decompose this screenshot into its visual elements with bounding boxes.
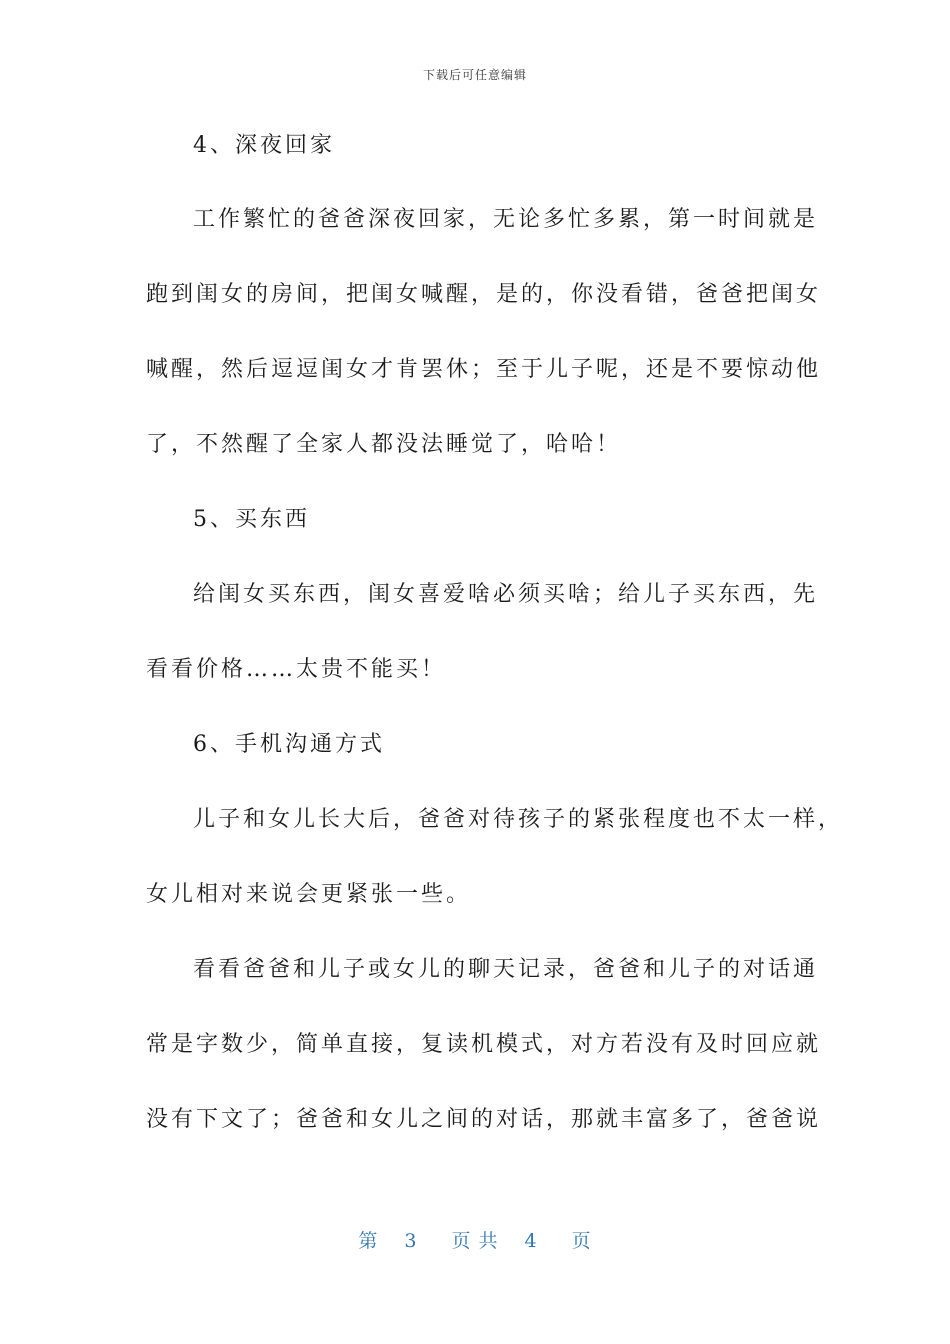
section-heading-4: 4、深夜回家 xyxy=(193,133,335,158)
page-footer xyxy=(0,1226,950,1253)
paragraph-line: 没有下文了；爸爸和女儿之间的对话，那就丰富多了，爸爸说 xyxy=(146,1107,822,1132)
paragraph-line: 常是字数少，简单直接，复读机模式，对方若没有及时回应就 xyxy=(146,1032,822,1057)
section-heading-6: 6、手机沟通方式 xyxy=(193,732,385,757)
paragraph-line: 了，不然醒了全家人都没法睡觉了，哈哈！ xyxy=(146,432,622,457)
paragraph-line: 看看爸爸和儿子或女儿的聊天记录，爸爸和儿子的对话通 xyxy=(193,957,819,982)
paragraph-line: 女儿相对来说会更紧张一些。 xyxy=(146,882,472,907)
footer-total-pages: 4 xyxy=(524,1230,538,1252)
page-header: 下载后可任意编辑 xyxy=(422,68,527,82)
footer-middle: 页 共 xyxy=(451,1230,499,1252)
paragraph-line: 看看价格……太贵不能买！ xyxy=(146,657,447,682)
section-heading-5: 5、买东西 xyxy=(193,507,310,532)
footer-prefix: 第 xyxy=(358,1230,379,1252)
footer-suffix: 页 xyxy=(571,1230,592,1252)
footer-current-page: 3 xyxy=(404,1230,418,1252)
paragraph-line: 跑到闺女的房间，把闺女喊醒，是的，你没看错，爸爸把闺女 xyxy=(146,282,822,307)
paragraph-line: 给闺女买东西，闺女喜爱啥必须买啥；给儿子买东西，先 xyxy=(193,582,819,607)
paragraph-line: 儿子和女儿长大后，爸爸对待孩子的紧张程度也不太一样， xyxy=(193,807,844,832)
paragraph-line: 工作繁忙的爸爸深夜回家，无论多忙多累，第一时间就是 xyxy=(193,207,819,232)
paragraph-line: 喊醒，然后逗逗闺女才肯罢休；至于儿子呢，还是不要惊动他 xyxy=(146,357,822,382)
